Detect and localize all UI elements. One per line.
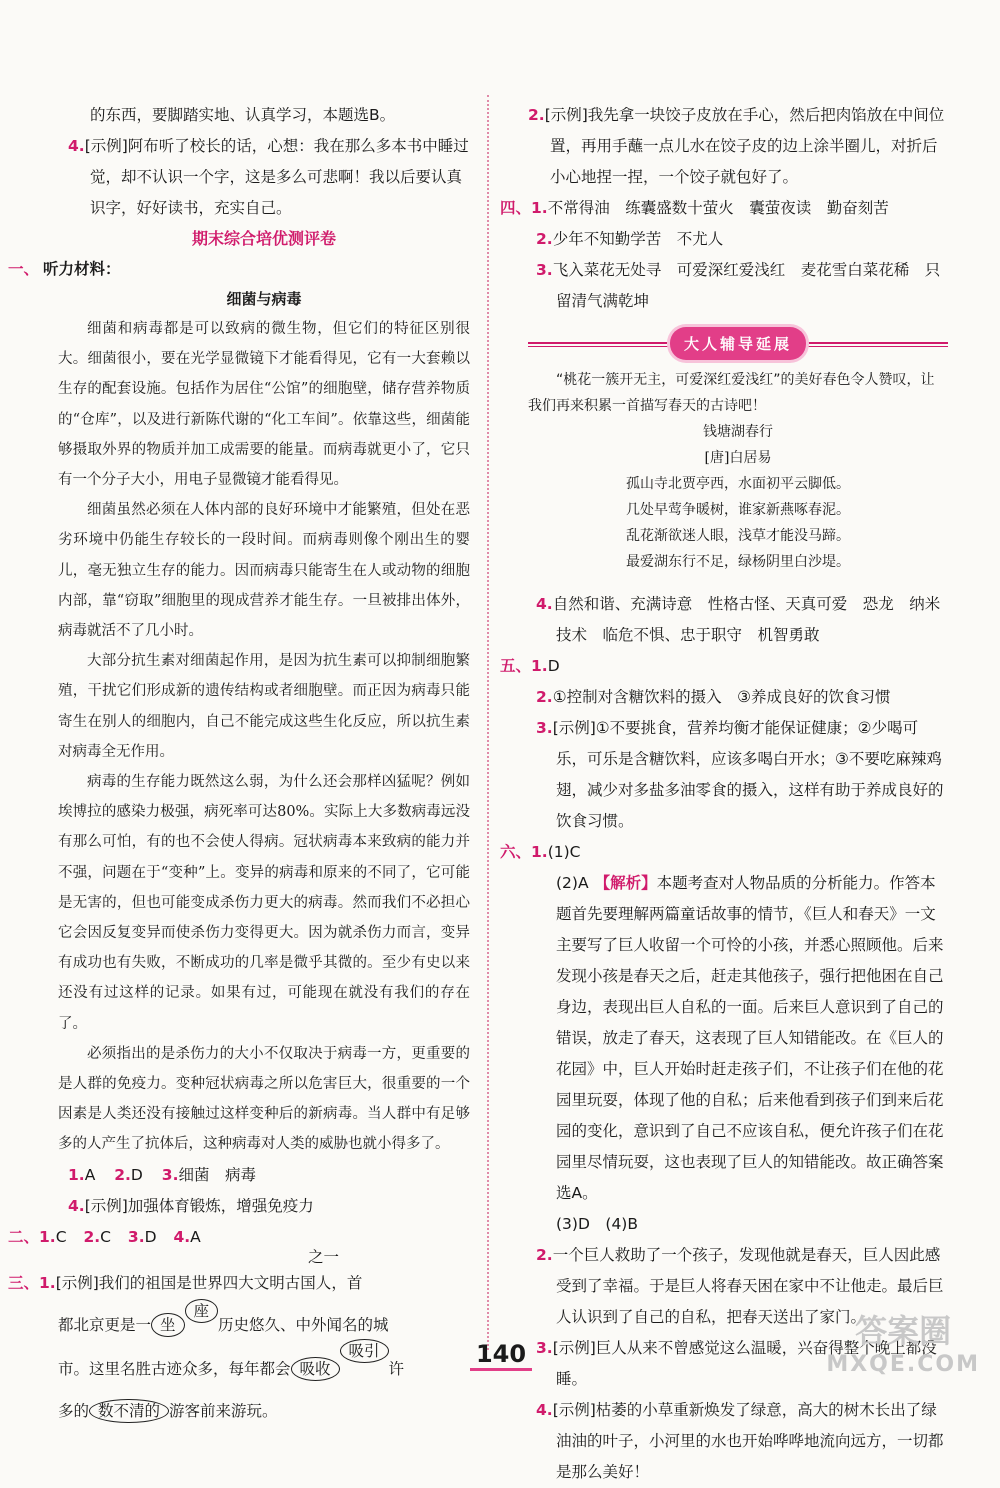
answer-value: 细菌 病毒 xyxy=(178,1165,256,1184)
answer-number: 1. xyxy=(39,1227,56,1246)
section-4-answer-1 xyxy=(500,193,948,224)
answer-value: D xyxy=(130,1165,143,1184)
answer-number: 2. xyxy=(114,1165,131,1184)
caret-text: 人 xyxy=(315,1273,332,1292)
section-6-answer-4 xyxy=(528,1395,948,1488)
answer-number: 2. xyxy=(83,1227,101,1246)
answer-text: [示例]巨人从来不曾感觉这么温暖，兴奋得整个晚上都没睡。 xyxy=(552,1339,937,1388)
answer-text: [示例]阿布听了校长的话，心想：我在那么多本书中睡过觉，却不认识一个字，这是多么可悲啊！我以后要认真识字，好好读书，充实自己。 xyxy=(84,137,469,217)
answer-text: 少年不知勤学苦 不尤人 xyxy=(552,230,724,248)
text-segment: [示例]我们的祖国是世界四大文明古国 xyxy=(55,1273,316,1292)
section-2-answers xyxy=(8,1222,470,1253)
answer-number: 3. xyxy=(536,1339,553,1357)
story-paragraph-2: 细菌虽然必须在人体内部的良好环境中才能繁殖，但处在恶劣环境中仍能生存较长的一段时间。而病毒则像个刚出生的婴儿，毫无独立生存的能力。因而病毒只能寄生在人或动物的细胞内部，靠“窃取”细胞里的现成营养才能生存。一旦被排出体外，病毒就活不了几小时。 xyxy=(58,502,470,640)
edit-line-2 xyxy=(8,1303,470,1347)
poem-line: 最爱湖东行不足，绿杨阴里白沙堤。 xyxy=(626,554,850,570)
answer-value: A xyxy=(190,1227,201,1246)
extension-intro: “桃花一簇开无主，可爱深红爱浅红”的美好春色令人赞叹，让我们再来积累一首描写春天的古诗吧！ xyxy=(528,372,935,414)
left-column xyxy=(8,100,470,1431)
column-divider xyxy=(487,95,489,1350)
text-segment: ，首 xyxy=(331,1273,363,1292)
analysis-label: 【解析】 xyxy=(594,874,657,892)
listening-label: 听力材料： xyxy=(43,260,121,278)
section-5-answer-2 xyxy=(528,682,948,713)
circled-word: 数不清的 xyxy=(89,1399,169,1423)
answer-4-listening xyxy=(58,1191,470,1222)
answer-text: [示例]①不要挑食，营养均衡才能保证健康；②少喝可乐，可乐是含糖饮料，应该多喝白开水；③不要吃麻辣鸡翅，减少对多盐多油零食的摄入，这样有助于养成良好的饮食习惯。 xyxy=(552,719,944,830)
answer-number: 4. xyxy=(536,1401,553,1419)
story-paragraph-4: 病毒的生存能力既然这么弱，为什么还会那样凶猛呢？例如埃博拉的感染力极强，病死率可达80%。实际上大多数病毒远没有那么可怕，有的也不会使人得病。冠状病毒本来致病的能力并不强，问题在于“变种”上。变异的病毒和原来的不同了，它可能是无害的，但也可能变成杀伤力更大的病毒。然而我们不必担心它会因反复变异而使杀伤力变得更大。因为就杀伤力而言，变异有成功也有失败，不断成功的几率是微乎其微的。至少有史以来还没有过这样的记录。如果有过，可能现在就没有我们的存在了。 xyxy=(58,774,470,1032)
section-4-answer-4 xyxy=(528,589,948,651)
answer-text: 自然和谐、充满诗意 性格古怪、天真可爱 恐龙 纳米技术 临危不惧、忠于职守 机智勇敢 xyxy=(552,595,941,644)
circled-word: 吸引 xyxy=(340,1339,389,1363)
text-segment: 历史悠久、中外闻名的城 xyxy=(218,1315,389,1334)
section-5-answer-3 xyxy=(528,713,948,837)
answer-text: 一个巨人救助了一个孩子，发现他就是春天，巨人因此感受到了幸福。于是巨人将春天困在家中不让他走。最后巨人认识到了自己的自私，把春天送出了家门。 xyxy=(552,1246,944,1326)
answer-value: D xyxy=(144,1227,157,1246)
answer-text: ①控制对含糖饮料的摄入 ③养成良好的饮食习惯 xyxy=(552,688,891,706)
edit-line-1 xyxy=(8,1247,470,1303)
analysis-text: 本题考查对人物品质的分析能力。作答本题首先要理解两篇童话故事的情节，《巨人和春天》一文主要写了巨人收留一个可怜的小孩，并悉心照顾他。后来发现小孩是春天之后，赶走其他孩子，强行把他困在自己身边，表现出巨人自私的一面。后来巨人意识到了自己的错误，放走了春天，这表现了巨人知错能改。在《巨人的花园》中，巨人开始时赶走孩子们，不让孩子们在他的花园里玩耍，体现了他的自私；后来他看到孩子们到来后花园的变化，意识到了自己不应该自私，便允许孩子们在花园里尽情玩耍，这也表现了巨人的知错能改。故正确答案选A。 xyxy=(556,874,944,1202)
circled-word: 吸收 xyxy=(291,1357,340,1381)
answer-number: 3. xyxy=(536,261,553,279)
section-number: 二、 xyxy=(8,1227,40,1246)
answer-number: 1. xyxy=(68,1165,85,1184)
poem-author: [唐]白居易 xyxy=(704,450,772,466)
answer-number: 2. xyxy=(536,230,553,248)
answer-text: 飞入菜花无处寻 可爱深红爱浅红 麦花雪白菜花稀 只留清气满乾坤 xyxy=(552,261,941,310)
section-number: 五、1. xyxy=(500,657,548,675)
answer-number: 2. xyxy=(536,1246,553,1264)
answer-value: A xyxy=(84,1165,96,1184)
story-title: 细菌与病毒 xyxy=(226,290,302,308)
answers-row-1-3 xyxy=(58,1160,470,1191)
answer-text: (1)C xyxy=(547,843,581,861)
story-paragraph-3: 大部分抗生素对细菌起作用，是因为抗生素可以抑制细胞繁殖，干扰它们形成新的遗传结构或者细胞壁。而正因为病毒只能寄生在别人的细胞内，自己不能完成这些生化反应，所以抗生素对病毒全无作用。 xyxy=(58,653,470,760)
answer-2-dumpling xyxy=(528,100,948,193)
poem-line: 乱花渐欲迷人眼，浅草才能没马蹄。 xyxy=(626,528,850,544)
section-number: 六、1. xyxy=(500,843,548,861)
text-segment: 都北京更是一 xyxy=(58,1315,152,1334)
banner-label: 大人辅导延展 xyxy=(670,327,806,360)
circled-word: 座 xyxy=(185,1299,219,1323)
section-number: 一、 xyxy=(8,260,40,278)
text-segment: 许 xyxy=(388,1359,405,1378)
section-6-answer-3-4: (3)D (4)B xyxy=(556,1215,638,1233)
answer-text: D xyxy=(547,657,560,675)
circled-word: 坐 xyxy=(151,1313,185,1337)
inserted-word: 之一 xyxy=(308,1247,340,1266)
section-number: 三、1. xyxy=(8,1273,56,1292)
answer-number: 4. xyxy=(173,1227,191,1246)
answer-number: 2. xyxy=(536,688,553,706)
answer-number: 2. xyxy=(528,106,545,124)
answer-number: 3. xyxy=(127,1227,145,1246)
answer-continuation: 的东西，要脚踏实地、认真学习，本题选B。 xyxy=(90,106,396,124)
text-segment: 市。这里名胜古迹众多，每年都会 xyxy=(58,1359,291,1378)
answer-number: 4. xyxy=(536,595,553,613)
answer-value: C xyxy=(55,1227,67,1246)
answer-value: C xyxy=(100,1227,111,1246)
extension-banner xyxy=(528,323,948,363)
page-number xyxy=(446,1340,556,1368)
answer-value: [示例]加强体育锻炼，增强免疫力 xyxy=(84,1196,314,1215)
answer-text: (2)A xyxy=(556,874,589,892)
extension-box xyxy=(528,367,948,575)
poem-line: 孤山寺北贾亭西，水面初平云脚低。 xyxy=(626,476,850,492)
insertion-mark xyxy=(308,1247,340,1303)
section-title: 期末综合培优测评卷 xyxy=(191,229,336,248)
poem-line: 几处早莺争暖树，谁家新燕啄春泥。 xyxy=(626,502,850,518)
answer-text: [示例]我先拿一块饺子皮放在手心，然后把肉馅放在中间位置，再用手蘸一点儿水在饺子皮的边上涂半圈儿，对折后小心地捏一捏，一个饺子就包好了。 xyxy=(544,106,945,186)
answer-text: 不常得油 练囊盛数十萤火 囊萤夜读 勤奋刻苦 xyxy=(547,199,889,217)
poem-title: 钱塘湖春行 xyxy=(703,424,773,440)
section-number: 四、1. xyxy=(500,199,548,217)
section-6-answer-1 xyxy=(500,837,948,868)
text-segment: 游客前来游玩。 xyxy=(169,1401,278,1420)
listening-heading xyxy=(8,254,470,284)
answer-4 xyxy=(58,131,470,224)
text-segment: 多的 xyxy=(58,1401,90,1420)
watermark-url: MXQE.COM xyxy=(826,1352,980,1377)
answer-number: 4. xyxy=(68,1196,85,1215)
story-paragraph-1: 细菌和病毒都是可以致病的微生物，但它们的特征区别很大。细菌很小，要在光学显微镜下才能看得见，它有一大套赖以生存的配套设施。包括作为居住“公馆”的细胞壁，储存营养物质的“仓库”，以及进行新陈代谢的“化工车间”。依靠这些，细菌能够摄取外界的物质并加工成需要的能量。而病毒就更小了，它只有一个分子大小，用电子显微镜才能看得见。 xyxy=(58,321,470,489)
answer-text: [示例]枯萎的小草重新焕发了绿意，高大的树木长出了绿油油的叶子，小河里的水也开始哗哗地流向远方，一切都是那么美好！ xyxy=(552,1401,944,1481)
watermark-logo-text: 答案圈 xyxy=(855,1312,952,1350)
section-4-answer-2 xyxy=(528,224,948,255)
edit-line-3 xyxy=(8,1341,470,1391)
answer-number: 3. xyxy=(536,719,553,737)
answer-number: 3. xyxy=(161,1165,179,1184)
edit-line-4 xyxy=(8,1391,470,1431)
section-6-analysis xyxy=(528,868,948,1209)
section-3-answer xyxy=(8,1247,470,1431)
story-paragraph-5: 必须指出的是杀伤力的大小不仅取决于病毒一方，更重要的是人群的免疫力。变种冠状病毒之所以危害巨大，很重要的一个因素是人类还没有接触过这样变种后的新病毒。当人群中有足够多的人产生了抗体后，这种病毒对人类的威胁也就小得多了。 xyxy=(58,1045,470,1153)
section-4-answer-3 xyxy=(528,255,948,317)
page-number-text: 140 xyxy=(470,1340,532,1371)
answer-number: 4. xyxy=(68,137,85,155)
watermark xyxy=(826,1314,980,1382)
section-5-answer-1 xyxy=(500,651,948,682)
